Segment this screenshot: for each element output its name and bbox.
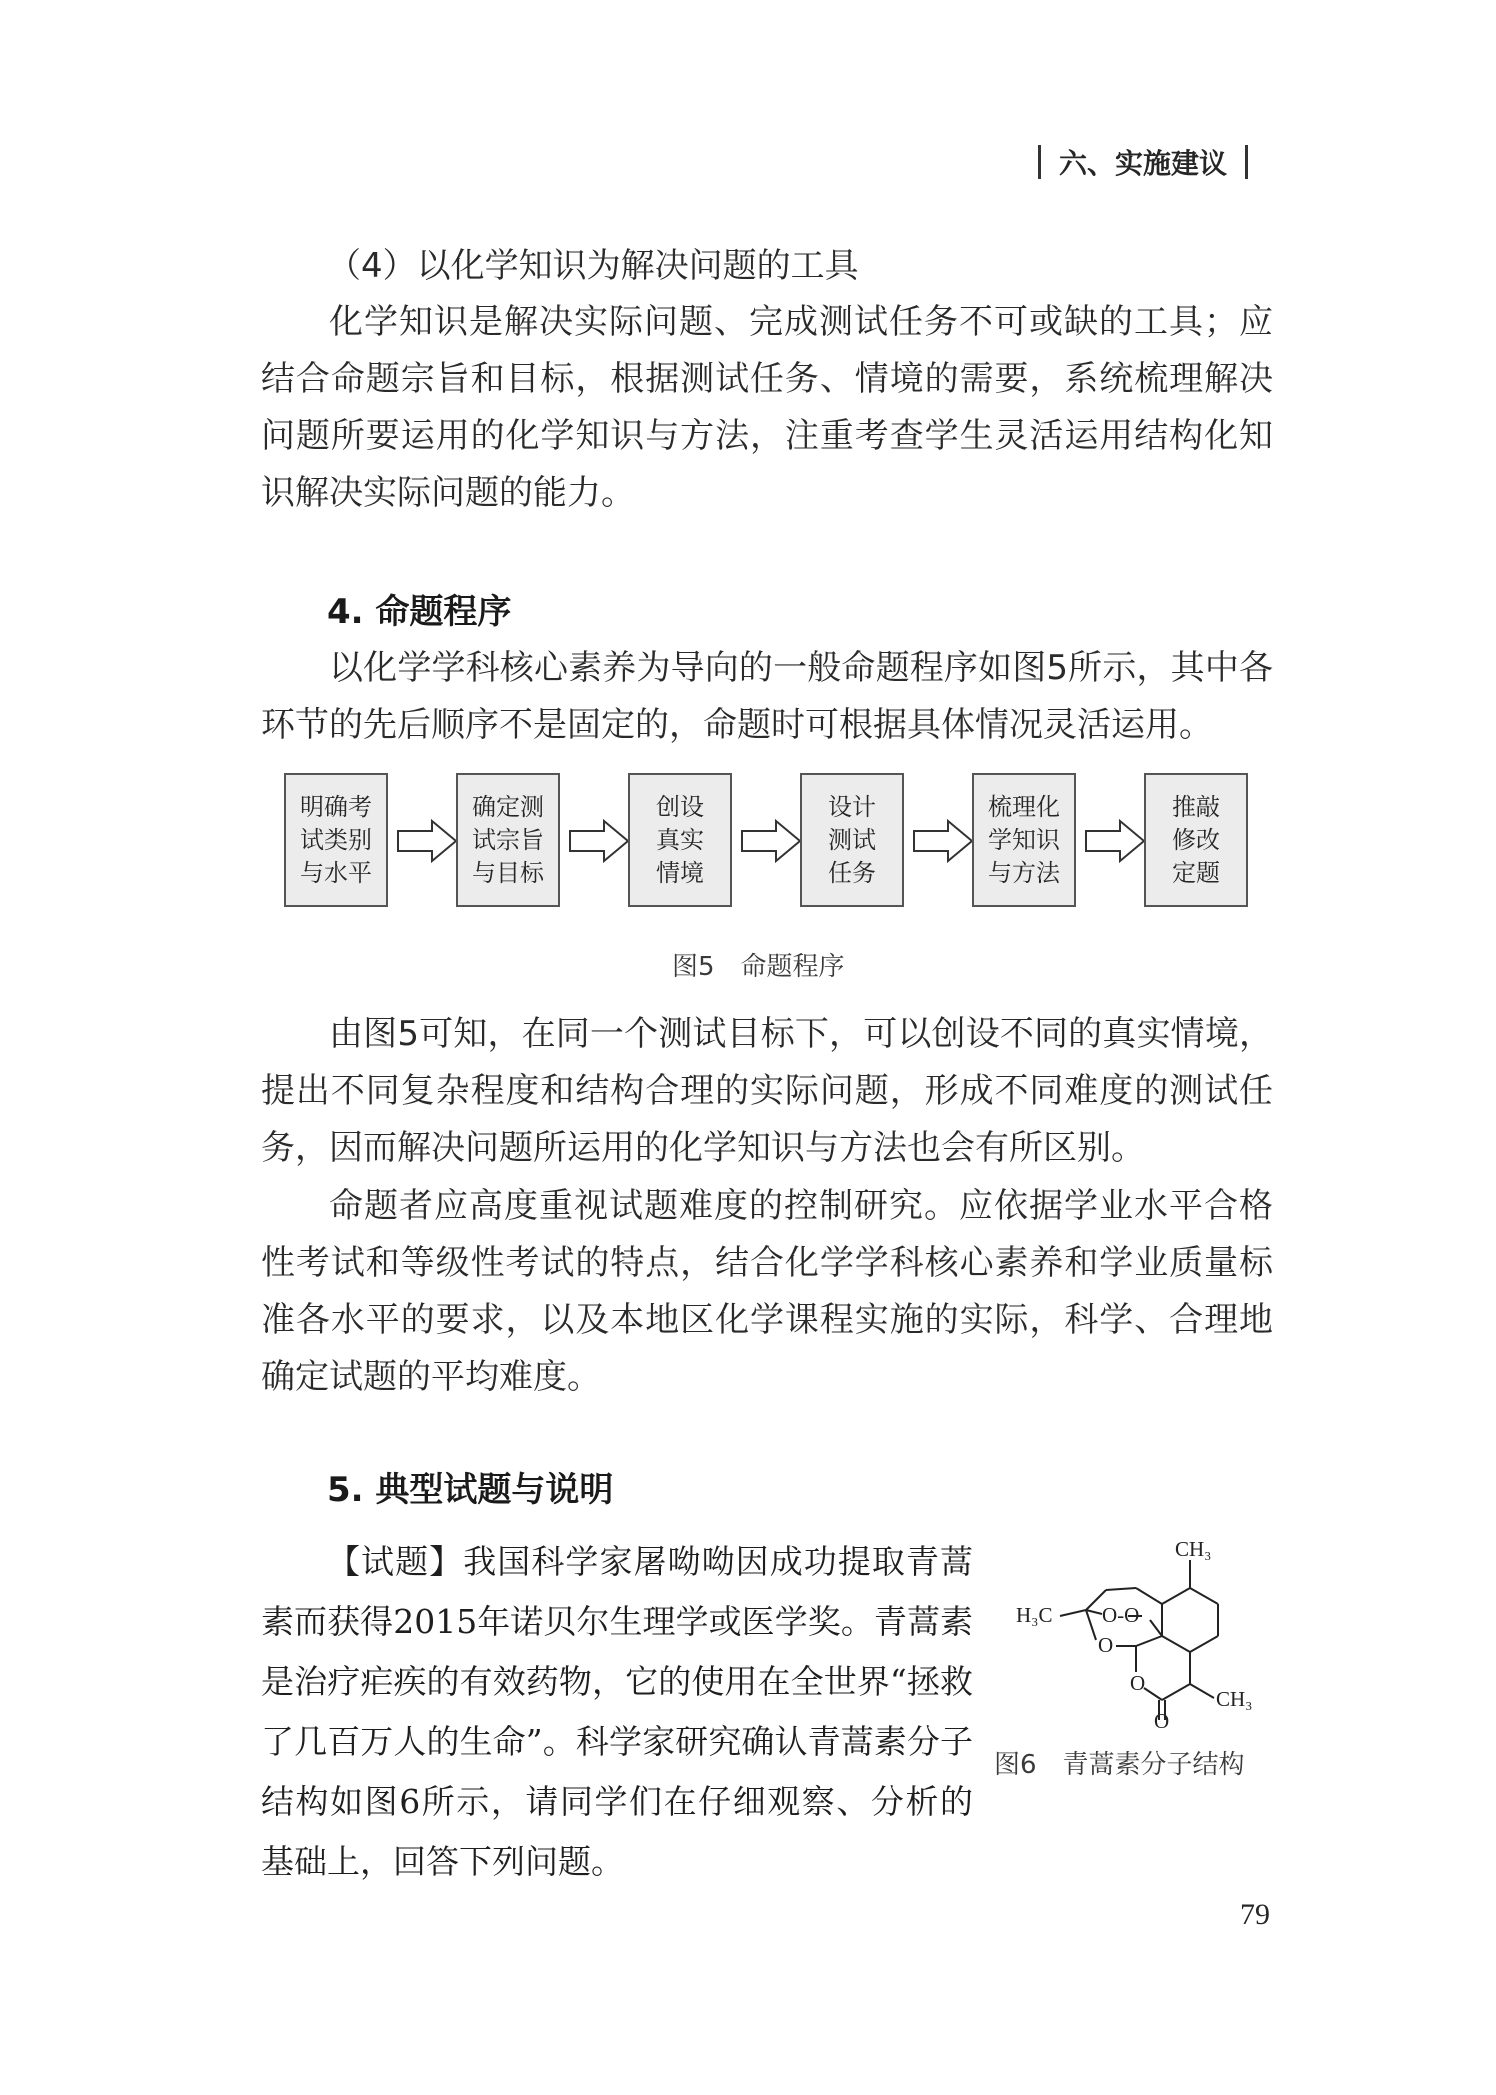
- page-number: 79: [1240, 1898, 1270, 1931]
- artemisinin-structure-diagram: [990, 1530, 1290, 1790]
- arrow-right-icon: [740, 819, 802, 863]
- header-title: 六、实施建议: [1059, 147, 1228, 180]
- carbonyl-oxygen: O: [1154, 1709, 1170, 1730]
- methyl-group-left: H₃C: [1016, 1603, 1053, 1627]
- oxygen-atom: O: [1130, 1671, 1146, 1695]
- arrow-right-icon: [396, 819, 458, 863]
- flow-step: 推敲 修改 定题: [1144, 773, 1248, 907]
- section-heading-4: 4. 命题程序: [327, 592, 512, 632]
- flow-step: 梳理化 学知识 与方法: [972, 773, 1076, 907]
- section-heading-5: 5. 典型试题与说明: [327, 1470, 614, 1510]
- figure-5-caption: 图5 命题程序: [672, 952, 845, 982]
- oxygen-atom: O: [1098, 1633, 1114, 1657]
- methyl-group-top: CH₃: [1175, 1537, 1212, 1561]
- methyl-group-right: CH₃: [1216, 1687, 1253, 1711]
- running-header: [1038, 142, 1278, 182]
- arrow-right-icon: [568, 819, 630, 863]
- flowchart: [284, 773, 1252, 909]
- flow-step: 创设 真实 情境: [628, 773, 732, 907]
- flow-step: 确定测 试宗旨 与目标: [456, 773, 560, 907]
- figure-6-caption: 图6 青蒿素分子结构: [994, 1750, 1245, 1780]
- molecule-drawing: [990, 1530, 1290, 1730]
- flow-step: 明确考 试类别 与水平: [284, 773, 388, 907]
- header-divider: [1245, 145, 1248, 179]
- after-figure-paragraph-1: 由图5可知，在同一个测试目标下，可以创设不同的真实情境，提出不同复杂程度和结构合理的实际问题，形成不同难度的测试任务，因而解决问题所运用的化学知识与方法也会有所区别。: [261, 1014, 1273, 1168]
- arrow-right-icon: [912, 819, 974, 863]
- flow-step: 设计 测试 任务: [800, 773, 904, 907]
- after-figure-paragraph-2: 命题者应高度重视试题难度的控制研究。应依据学业水平合格性考试和等级性考试的特点，结合化学学科核心素养和学业质量标准各水平的要求，以及本地区化学课程实施的实际，科学、合理地确定试题的平均难度。: [261, 1186, 1273, 1397]
- subsection-heading: （4）以化学知识为解决问题的工具: [327, 246, 859, 286]
- oxygen-atom: O-O: [1102, 1603, 1140, 1627]
- subsection-paragraph: 化学知识是解决实际问题、完成测试任务不可或缺的工具；应结合命题宗旨和目标，根据测试任务、情境的需要，系统梳理解决问题所要运用的化学知识与方法，注重考查学生灵活运用结构化知识解决实际问题的能力。: [261, 302, 1273, 513]
- header-divider: [1038, 145, 1041, 179]
- section-4-paragraph: 以化学学科核心素养为导向的一般命题程序如图5所示，其中各环节的先后顺序不是固定的，命题时可根据具体情况灵活运用。: [261, 648, 1273, 745]
- arrow-right-icon: [1084, 819, 1146, 863]
- question-text: 【试题】我国科学家屠呦呦因成功提取青蒿素而获得2015年诺贝尔生理学或医学奖。青蒿素是治疗疟疾的有效药物，它的使用在全世界“拯救了几百万人的生命”。科学家研究确认青蒿素分子结构如图6所示，请同学们在仔细观察、分析的基础上，回答下列问题。: [261, 1542, 973, 1881]
